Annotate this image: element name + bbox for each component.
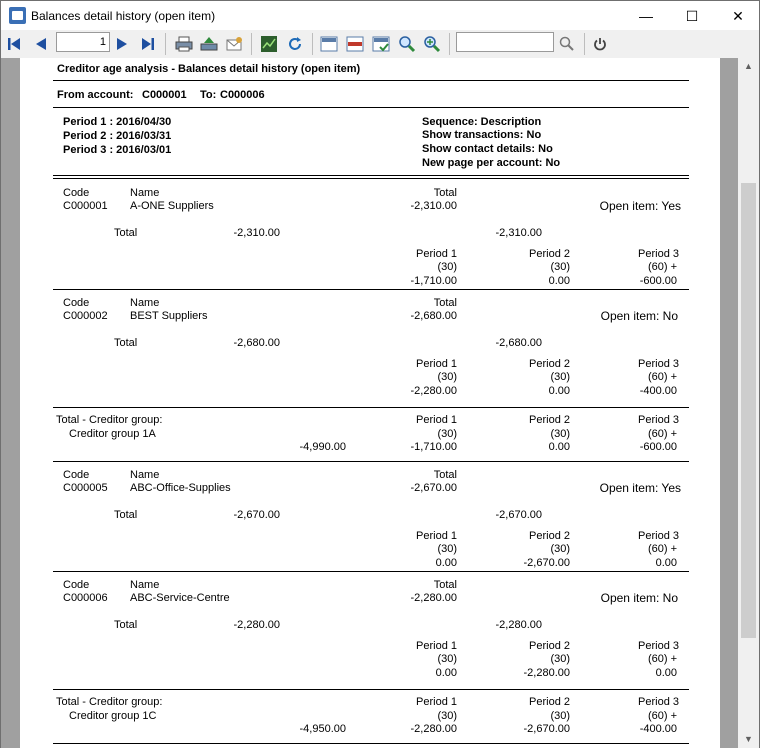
power-icon[interactable] bbox=[591, 33, 609, 55]
open-item-status: Open item: No bbox=[600, 309, 678, 323]
period-3-days: (60) + bbox=[647, 543, 677, 555]
window-title: Balances detail history (open item) bbox=[31, 9, 216, 23]
name-header: Name bbox=[130, 579, 160, 591]
toolbar bbox=[0, 30, 760, 58]
last-page-icon[interactable] bbox=[140, 33, 156, 55]
account-total: -2,310.00 bbox=[410, 200, 457, 212]
period-2-amount: -2,670.00 bbox=[523, 723, 570, 735]
account-name: ABC-Service-Centre bbox=[130, 592, 230, 604]
period-1-header: Period 1 bbox=[416, 358, 457, 370]
code-header: Code bbox=[63, 187, 90, 199]
period-3-amount: 0.00 bbox=[655, 667, 677, 679]
open-item-status: Open item: Yes bbox=[599, 199, 681, 213]
name-header: Name bbox=[130, 297, 160, 309]
period-3-header: Period 3 bbox=[638, 358, 679, 370]
minimize-button[interactable]: — bbox=[639, 8, 653, 24]
period-1-days: (30) bbox=[437, 653, 457, 665]
period-3-header: Period 3 bbox=[638, 248, 679, 260]
total-amount: -2,280.00 bbox=[233, 619, 280, 631]
period-2-days: (30) bbox=[550, 543, 570, 555]
period-1-days: (30) bbox=[437, 261, 457, 273]
period-2-days: (30) bbox=[550, 653, 570, 665]
search-icon[interactable] bbox=[558, 33, 576, 55]
total-amount: -2,280.00 bbox=[495, 619, 542, 631]
footer-layout-icon[interactable] bbox=[371, 33, 391, 55]
period-2-amount: 0.00 bbox=[548, 385, 570, 397]
account-total: -2,280.00 bbox=[410, 592, 457, 604]
vertical-scrollbar[interactable] bbox=[738, 58, 760, 748]
period-3-days: (60) + bbox=[647, 710, 677, 722]
divider bbox=[53, 80, 689, 81]
group-name: Creditor group 1C bbox=[69, 710, 157, 722]
period-1-header: Period 1 bbox=[416, 414, 457, 426]
search-input[interactable] bbox=[456, 32, 554, 52]
total-amount: -2,670.00 bbox=[233, 509, 280, 521]
period-2-amount: -2,280.00 bbox=[523, 667, 570, 679]
total-header: Total bbox=[433, 297, 457, 309]
close-button[interactable]: ✕ bbox=[732, 8, 744, 24]
right-margin bbox=[720, 58, 738, 748]
account-code: C000005 bbox=[63, 482, 108, 494]
period-3-amount: -600.00 bbox=[639, 275, 677, 287]
code-header: Code bbox=[63, 579, 90, 591]
period-2-amount: -2,670.00 bbox=[523, 557, 570, 569]
period-3-days: (60) + bbox=[647, 428, 677, 440]
title-bar bbox=[0, 0, 760, 30]
prev-page-icon[interactable] bbox=[32, 33, 48, 55]
account-name: BEST Suppliers bbox=[130, 310, 208, 322]
account-name: A-ONE Suppliers bbox=[130, 200, 214, 212]
period-1-amount: -1,710.00 bbox=[410, 441, 457, 453]
code-header: Code bbox=[63, 469, 90, 481]
period-2-amount: 0.00 bbox=[548, 275, 570, 287]
next-page-icon[interactable] bbox=[114, 33, 130, 55]
scroll-up-icon[interactable]: ▲ bbox=[744, 61, 753, 71]
zoom-in-icon[interactable] bbox=[422, 33, 442, 55]
period-1-amount: -2,280.00 bbox=[410, 385, 457, 397]
zoom-out-icon[interactable] bbox=[397, 33, 417, 55]
period-2-days: (30) bbox=[550, 371, 570, 383]
group-total-label: Total - Creditor group: bbox=[56, 414, 163, 426]
total-header: Total bbox=[433, 469, 457, 481]
account-total: -2,680.00 bbox=[410, 310, 457, 322]
divider bbox=[53, 178, 689, 179]
code-header: Code bbox=[63, 297, 90, 309]
group-total-amount: -4,950.00 bbox=[299, 723, 346, 735]
chart-icon[interactable] bbox=[259, 33, 279, 55]
from-label: From account: bbox=[57, 89, 134, 101]
name-header: Name bbox=[130, 469, 160, 481]
toolbar-separator bbox=[165, 33, 166, 55]
period-3-amount: -400.00 bbox=[639, 385, 677, 397]
name-header: Name bbox=[130, 187, 160, 199]
account-code: C000002 bbox=[63, 310, 108, 322]
scroll-down-icon[interactable]: ▼ bbox=[744, 734, 753, 744]
period-2-days: (30) bbox=[550, 428, 570, 440]
period-3-days: (60) + bbox=[647, 261, 677, 273]
period-3-amount: -400.00 bbox=[639, 723, 677, 735]
open-item-status: Open item: No bbox=[600, 591, 678, 605]
period-3-header: Period 3 bbox=[638, 696, 679, 708]
to-label: To: bbox=[200, 89, 217, 101]
sequence-setting: Sequence: Description bbox=[422, 116, 542, 128]
report-page bbox=[20, 58, 720, 748]
scroll-thumb[interactable] bbox=[741, 183, 756, 638]
app-icon bbox=[9, 7, 26, 24]
period-1-days: (30) bbox=[437, 710, 457, 722]
maximize-button[interactable]: ☐ bbox=[685, 8, 699, 24]
divider bbox=[53, 175, 689, 176]
period-3-date: Period 3 : 2016/03/01 bbox=[63, 144, 172, 156]
show-contact-setting: Show contact details: No bbox=[422, 143, 553, 155]
total-amount: -2,670.00 bbox=[495, 509, 542, 521]
period-1-amount: 0.00 bbox=[435, 557, 457, 569]
period-1-days: (30) bbox=[437, 428, 457, 440]
page-number-input[interactable] bbox=[56, 32, 110, 52]
period-2-date: Period 2 : 2016/03/31 bbox=[63, 130, 172, 142]
toolbar-separator bbox=[251, 33, 252, 55]
body-layout-icon[interactable] bbox=[345, 33, 365, 55]
total-label: Total bbox=[114, 337, 138, 349]
total-amount: -2,310.00 bbox=[233, 227, 280, 239]
period-1-amount: -2,280.00 bbox=[410, 723, 457, 735]
refresh-icon[interactable] bbox=[285, 33, 305, 55]
period-2-days: (30) bbox=[550, 261, 570, 273]
period-3-header: Period 3 bbox=[638, 640, 679, 652]
group-total-label: Total - Creditor group: bbox=[56, 696, 163, 708]
period-3-amount: -600.00 bbox=[639, 441, 677, 453]
group-name: Creditor group 1A bbox=[69, 428, 156, 440]
total-label: Total bbox=[114, 509, 138, 521]
email-icon[interactable] bbox=[224, 33, 244, 55]
period-1-amount: -1,710.00 bbox=[410, 275, 457, 287]
divider bbox=[53, 461, 689, 462]
period-2-header: Period 2 bbox=[529, 530, 570, 542]
period-1-days: (30) bbox=[437, 371, 457, 383]
period-3-header: Period 3 bbox=[638, 530, 679, 542]
total-label: Total bbox=[114, 227, 138, 239]
total-amount: -2,680.00 bbox=[495, 337, 542, 349]
account-total: -2,670.00 bbox=[410, 482, 457, 494]
period-2-header: Period 2 bbox=[529, 696, 570, 708]
to-value: C000006 bbox=[220, 89, 265, 101]
divider bbox=[53, 743, 689, 744]
account-name: ABC-Office-Supplies bbox=[130, 482, 231, 494]
toolbar-separator bbox=[449, 33, 450, 55]
period-1-header: Period 1 bbox=[416, 248, 457, 260]
period-1-header: Period 1 bbox=[416, 696, 457, 708]
period-3-days: (60) + bbox=[647, 371, 677, 383]
divider bbox=[53, 689, 689, 690]
total-amount: -2,310.00 bbox=[495, 227, 542, 239]
header-layout-icon[interactable] bbox=[319, 33, 339, 55]
show-transactions-setting: Show transactions: No bbox=[422, 129, 542, 141]
period-2-days: (30) bbox=[550, 710, 570, 722]
total-label: Total bbox=[114, 619, 138, 631]
open-item-status: Open item: Yes bbox=[599, 481, 681, 495]
period-1-date: Period 1 : 2016/04/30 bbox=[63, 116, 172, 128]
period-2-header: Period 2 bbox=[529, 358, 570, 370]
total-header: Total bbox=[433, 579, 457, 591]
period-3-days: (60) + bbox=[647, 653, 677, 665]
divider bbox=[53, 571, 689, 572]
divider bbox=[53, 407, 689, 408]
report-title: Creditor age analysis - Balances detail history (open item) bbox=[57, 63, 361, 75]
period-2-amount: 0.00 bbox=[548, 441, 570, 453]
period-2-header: Period 2 bbox=[529, 248, 570, 260]
group-total-amount: -4,990.00 bbox=[299, 441, 346, 453]
total-header: Total bbox=[433, 187, 457, 199]
divider bbox=[53, 107, 689, 108]
from-value: C000001 bbox=[142, 89, 187, 101]
left-margin bbox=[0, 58, 20, 748]
toolbar-separator bbox=[312, 33, 313, 55]
period-1-header: Period 1 bbox=[416, 530, 457, 542]
account-code: C000006 bbox=[63, 592, 108, 604]
period-1-header: Period 1 bbox=[416, 640, 457, 652]
period-3-header: Period 3 bbox=[638, 414, 679, 426]
new-page-setting: New page per account: No bbox=[422, 157, 561, 169]
total-amount: -2,680.00 bbox=[233, 337, 280, 349]
first-page-icon[interactable] bbox=[6, 33, 22, 55]
account-code: C000001 bbox=[63, 200, 108, 212]
export-icon[interactable] bbox=[199, 33, 219, 55]
period-2-header: Period 2 bbox=[529, 640, 570, 652]
toolbar-separator bbox=[584, 33, 585, 55]
period-2-header: Period 2 bbox=[529, 414, 570, 426]
period-1-days: (30) bbox=[437, 543, 457, 555]
period-1-amount: 0.00 bbox=[435, 667, 457, 679]
print-icon[interactable] bbox=[174, 33, 194, 55]
divider bbox=[53, 289, 689, 290]
period-3-amount: 0.00 bbox=[655, 557, 677, 569]
